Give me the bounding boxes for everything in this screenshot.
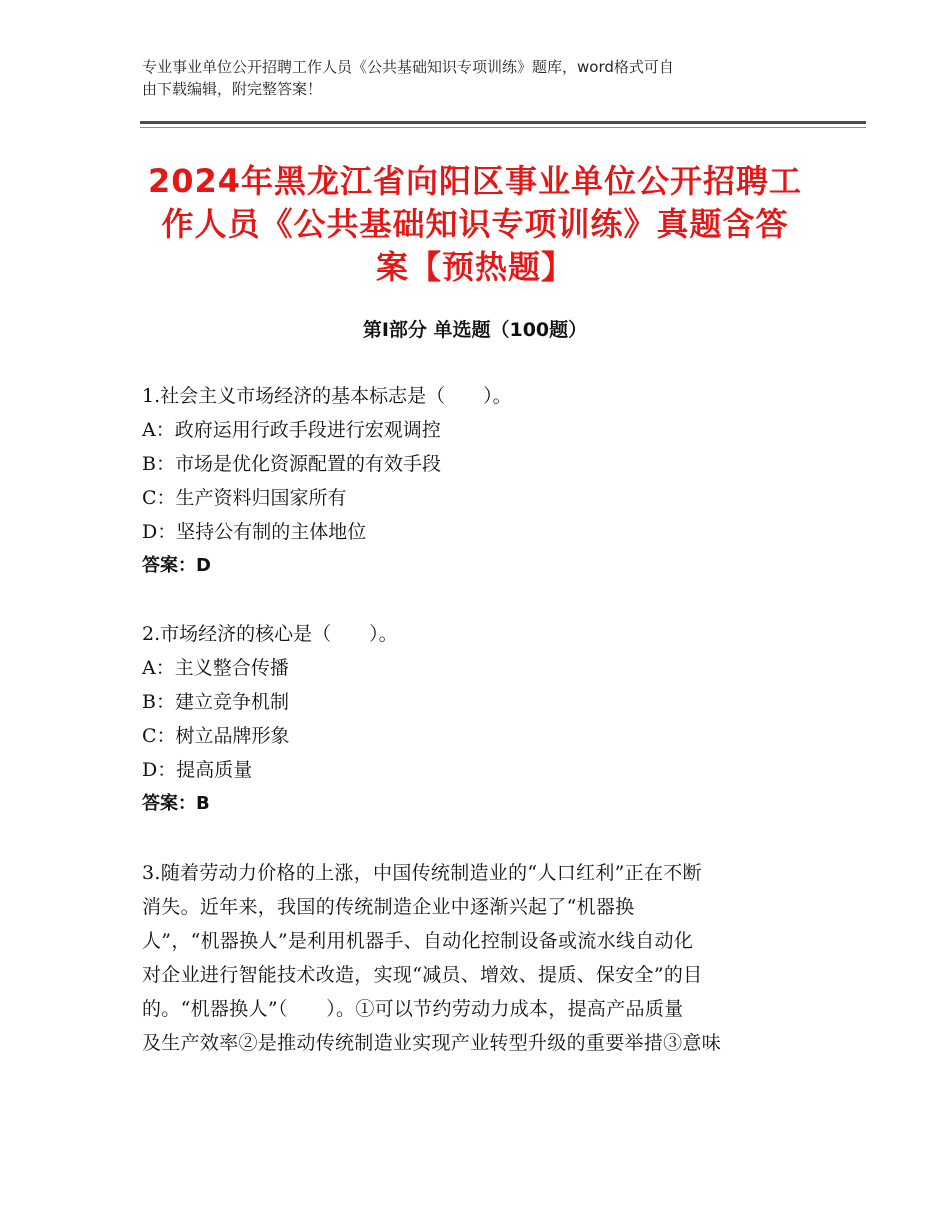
question-stem-line: 人”，“机器换人”是利用机器手、自动化控制设备或流水线自动化	[142, 930, 694, 952]
question-stem-line: 对企业进行智能技术改造，实现“减员、增效、提质、保安全”的目	[142, 964, 703, 986]
title-line: 2024年黑龙江省向阳区事业单位公开招聘工	[147, 162, 803, 200]
header-note-line: 专业事业单位公开招聘工作人员《公共基础知识专项训练》题库，word格式可自	[142, 58, 674, 76]
question-option-d: D：提高质量	[142, 759, 253, 781]
question-option-c: C：生产资料归国家所有	[142, 487, 347, 509]
question-option-a: A：主义整合传播	[142, 657, 289, 679]
question-stem: 1.社会主义市场经济的基本标志是（ ）。	[142, 385, 512, 407]
question-option-b: B：市场是优化资源配置的有效手段	[142, 453, 441, 475]
question-option-a: A：政府运用行政手段进行宏观调控	[142, 419, 441, 441]
title-line: 作人员《公共基础知识专项训练》真题含答	[161, 205, 789, 243]
document-title	[140, 160, 810, 289]
question-option-c: C：树立品牌形象	[142, 725, 290, 747]
question-1	[142, 379, 802, 583]
question-stem-line: 消失。近年来，我国的传统制造企业中逐渐兴起了“机器换	[142, 896, 635, 918]
header-note	[142, 56, 822, 100]
question-option-b: B：建立竞争机制	[142, 691, 289, 713]
question-stem-line: 及生产效率②是推动传统制造业实现产业转型升级的重要举措③意味	[142, 1032, 722, 1054]
title-line: 案【预热题】	[375, 248, 574, 286]
header-note-line: 由下载编辑，附完整答案！	[142, 80, 323, 98]
header-divider-thin	[140, 127, 866, 128]
question-2	[142, 617, 802, 821]
question-answer: 答案：D	[142, 555, 211, 576]
section-heading: 第Ⅰ部分 单选题（100题）	[362, 319, 588, 341]
question-answer: 答案：B	[142, 793, 210, 814]
question-stem-line: 3.随着劳动力价格的上涨，中国传统制造业的“人口红利”正在不断	[142, 862, 702, 884]
question-3	[142, 856, 802, 1060]
question-option-d: D：坚持公有制的主体地位	[142, 521, 367, 543]
header-divider	[140, 121, 866, 124]
question-stem-line: 的。“机器换人”（ ）。①可以节约劳动力成本，提高产品质量	[142, 998, 684, 1020]
question-stem: 2.市场经济的核心是（ ）。	[142, 623, 398, 645]
